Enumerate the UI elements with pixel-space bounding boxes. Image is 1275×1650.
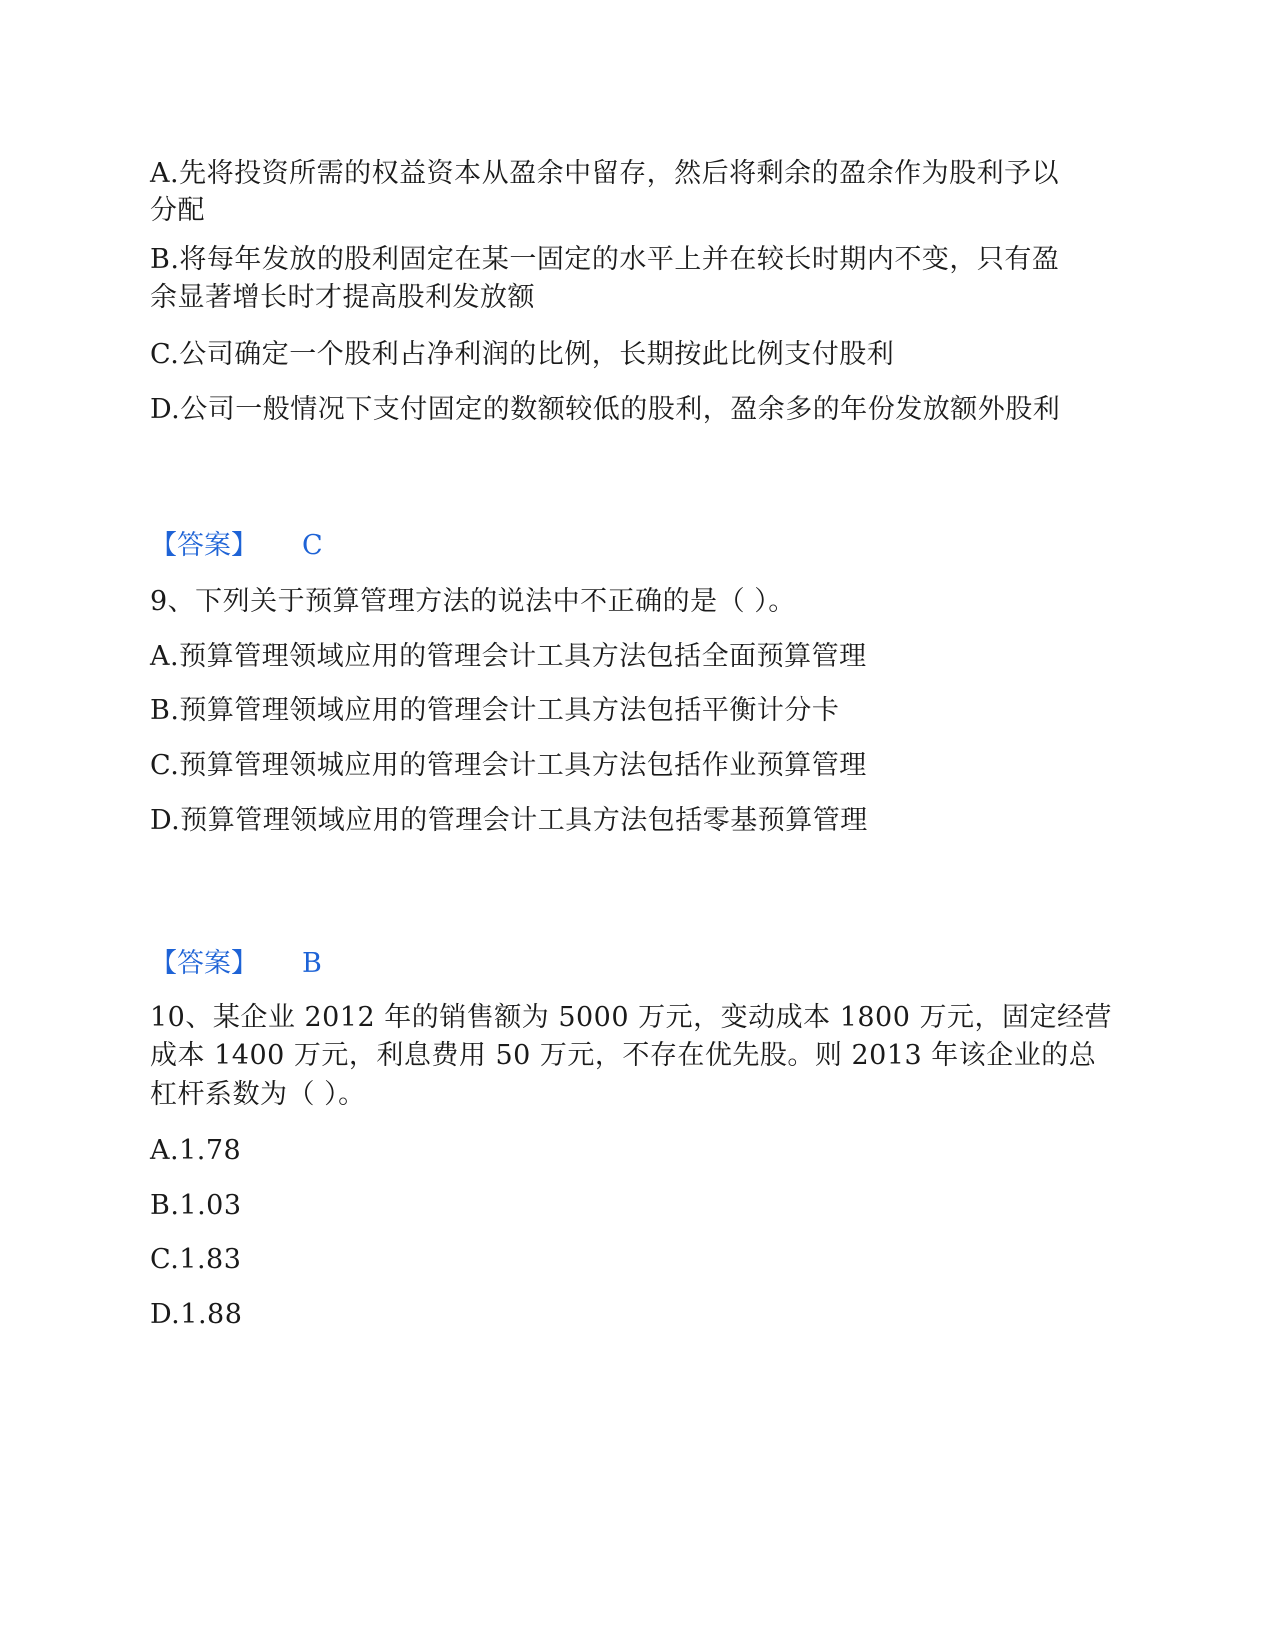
q9-option-b: B.预算管理领域应用的管理会计工具方法包括平衡计分卡 [150, 695, 840, 726]
q8-option-b-line1: B.将每年发放的股利固定在某一固定的水平上并在较长时期内不变，只有盈 [150, 244, 1060, 275]
answer-label: 【答案】 [150, 948, 258, 979]
q9-option-a: A.预算管理领域应用的管理会计工具方法包括全面预算管理 [150, 641, 867, 672]
q9-answer [150, 944, 322, 984]
q10-question-line2: 成本 1400 万元，利息费用 50 万元，不存在优先股。则 2013 年该企业的总 [150, 1040, 1097, 1071]
q9-option-d: D.预算管理领域应用的管理会计工具方法包括零基预算管理 [150, 805, 868, 836]
q10-option-b: B.1.03 [150, 1190, 242, 1221]
q10-option-a: A.1.78 [150, 1135, 242, 1166]
q8-answer [150, 526, 323, 566]
q8-option-a-line2: 分配 [150, 195, 205, 226]
q9-question: 9、下列关于预算管理方法的说法中不正确的是（ ）。 [150, 586, 796, 617]
q8-option-a-line1: A.先将投资所需的权益资本从盈余中留存，然后将剩余的盈余作为股利予以 [150, 158, 1060, 189]
answer-label: 【答案】 [150, 530, 258, 561]
q8-option-d: D.公司一般情况下支付固定的数额较低的股利，盈余多的年份发放额外股利 [150, 394, 1061, 425]
q10-option-c: C.1.83 [150, 1244, 242, 1275]
q10-question-line3: 杠杆系数为（ ）。 [150, 1079, 366, 1110]
q10-option-d: D.1.88 [150, 1299, 243, 1330]
q10-question-line1: 10、某企业 2012 年的销售额为 5000 万元，变动成本 1800 万元，固定经营 [150, 1002, 1112, 1033]
answer-value: B [302, 948, 322, 979]
q8-option-c: C.公司确定一个股利占净利润的比例，长期按此比例支付股利 [150, 339, 895, 370]
answer-value: C [302, 530, 323, 561]
q9-option-c: C.预算管理领城应用的管理会计工具方法包括作业预算管理 [150, 750, 867, 781]
q8-option-b-line2: 余显著增长时才提高股利发放额 [150, 282, 535, 313]
